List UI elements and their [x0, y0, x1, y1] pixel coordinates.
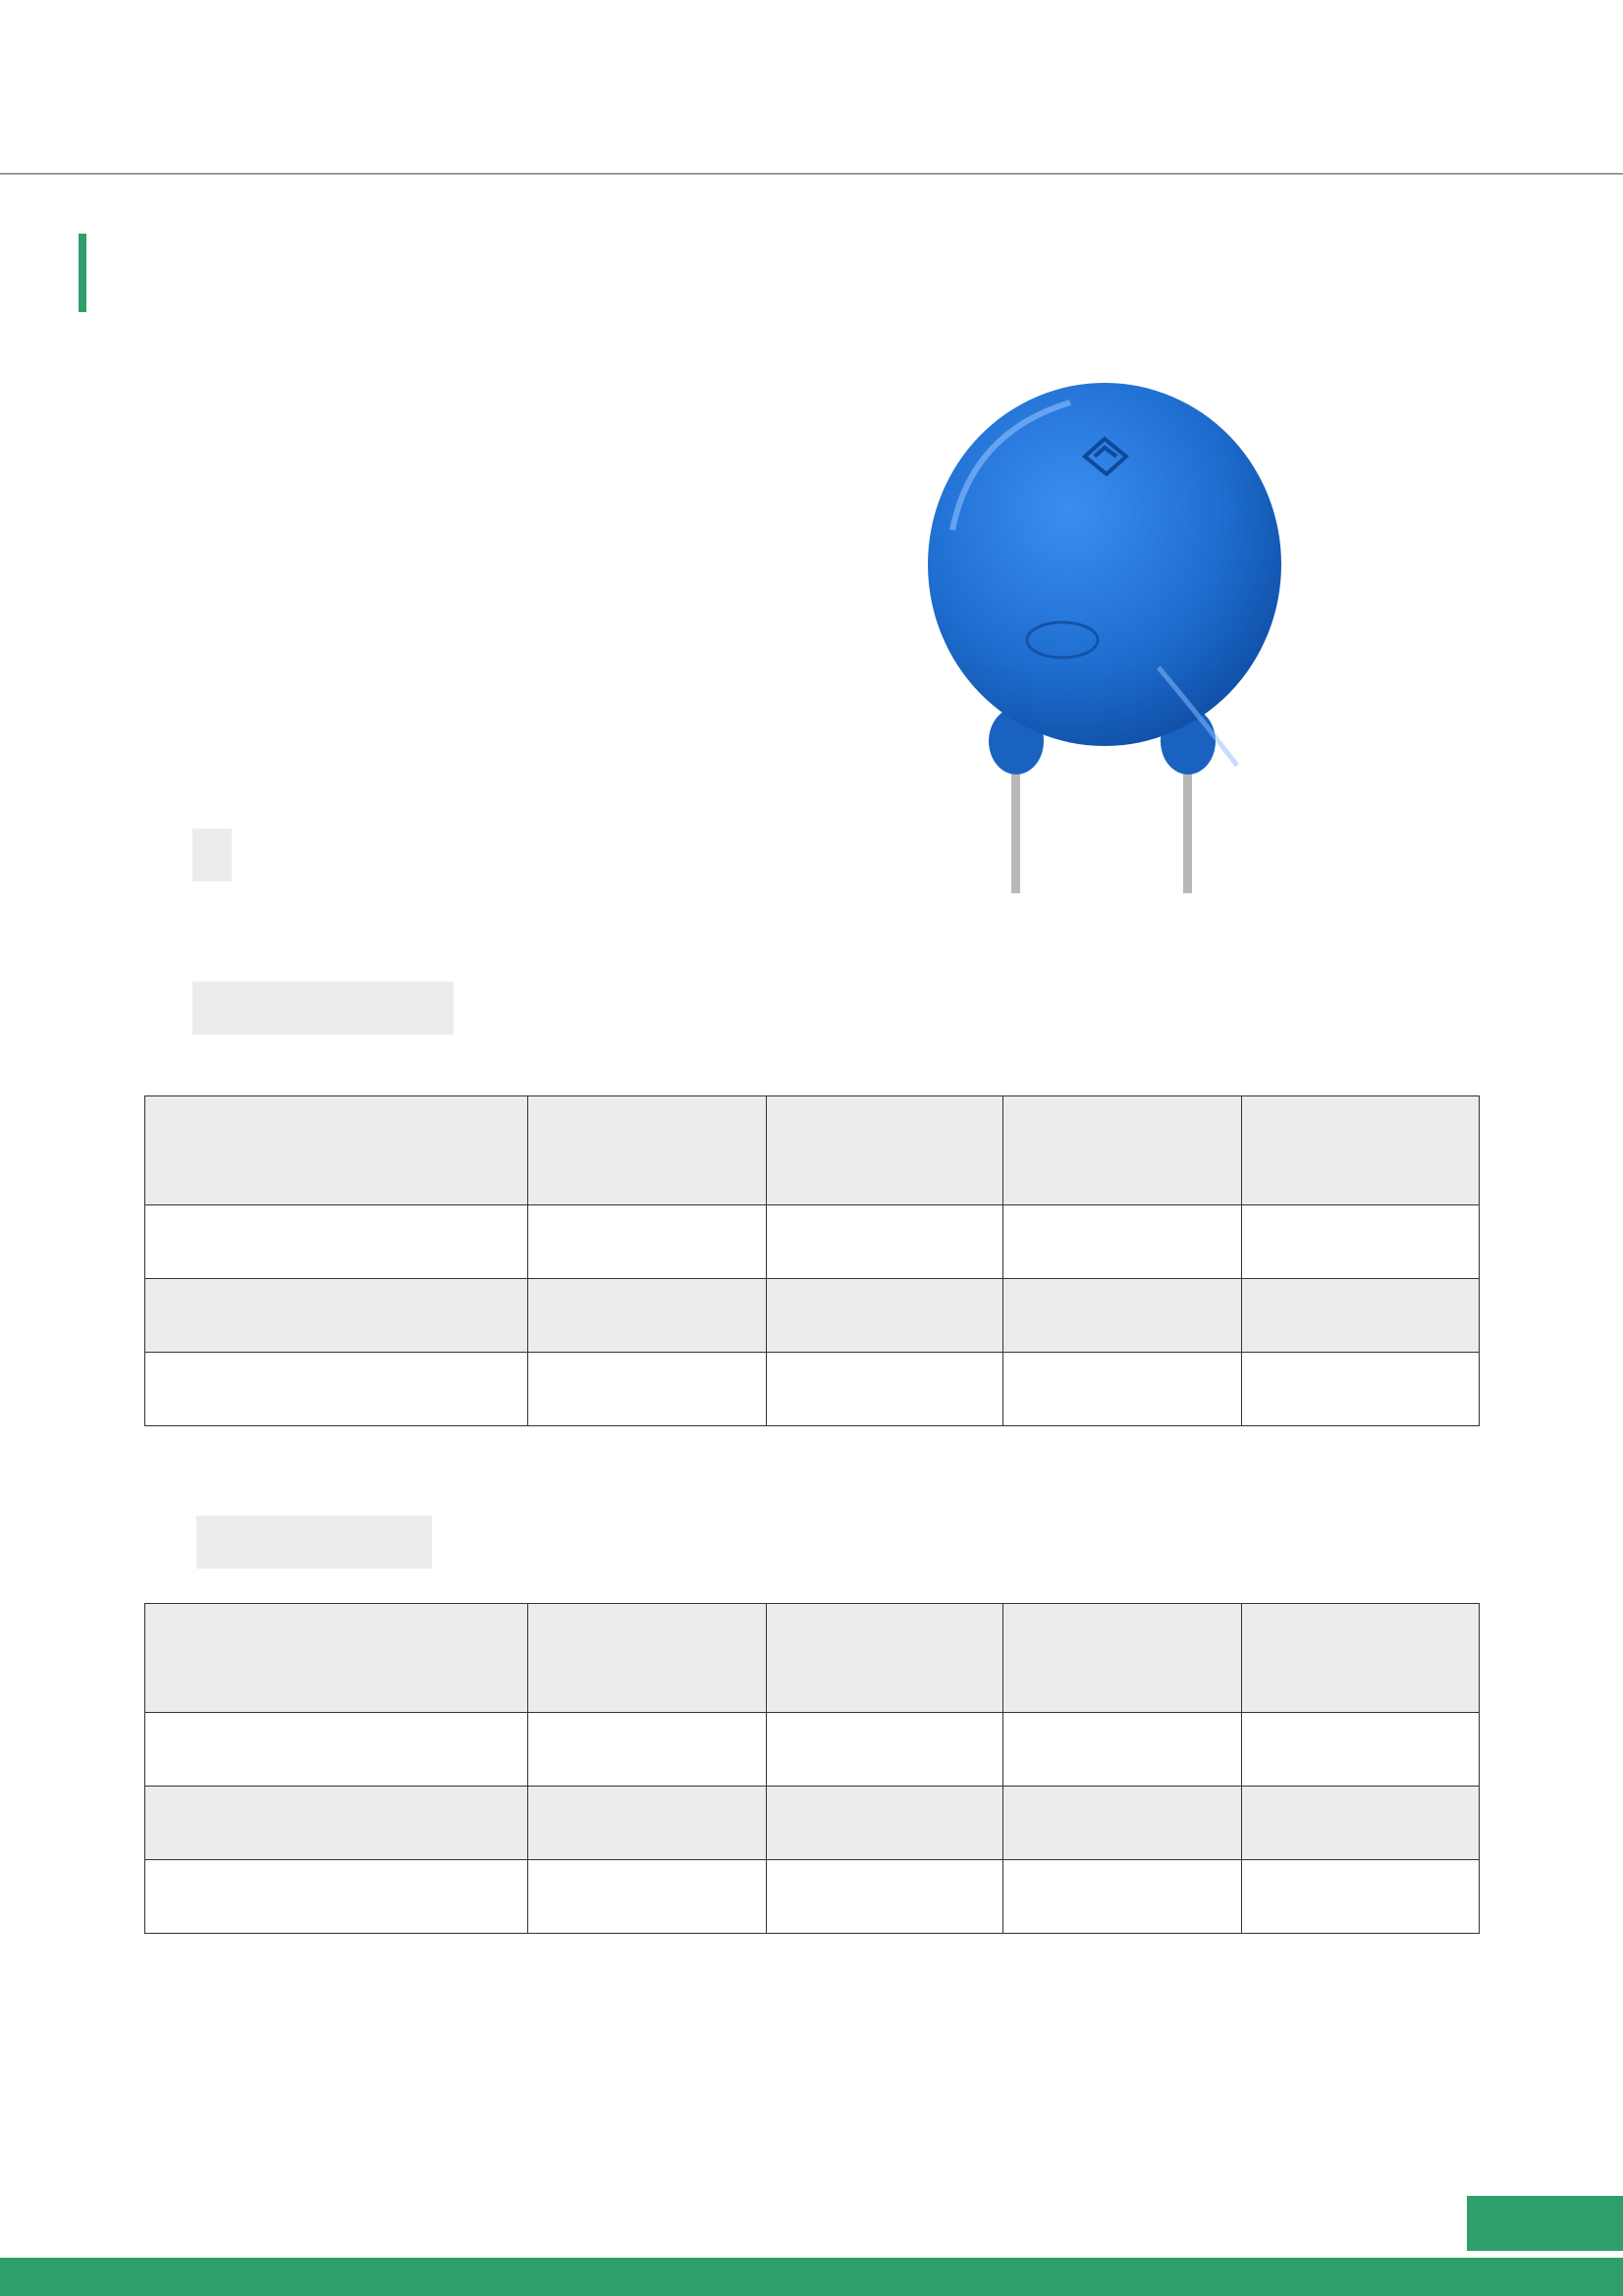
spec-table-1 — [144, 1095, 1480, 1426]
col-header-imax — [766, 1604, 1003, 1713]
table-row — [145, 1353, 1480, 1426]
col-header-spec — [145, 1604, 528, 1713]
table-cell — [145, 1279, 528, 1353]
table-cell — [1242, 1353, 1480, 1426]
table-cell — [145, 1860, 528, 1934]
table-cell — [766, 1205, 1003, 1279]
table-cell — [1242, 1860, 1480, 1934]
table-cell — [145, 1787, 528, 1860]
table-cell — [1242, 1787, 1480, 1860]
title-accent-bar — [79, 234, 86, 312]
table-cell — [1003, 1787, 1242, 1860]
page-number — [1467, 2196, 1623, 2251]
col-header-imax — [766, 1096, 1003, 1205]
spec-table-2 — [144, 1603, 1480, 1934]
col-header-size — [527, 1096, 766, 1205]
table-cell — [145, 1713, 528, 1787]
table-header-row — [145, 1096, 1480, 1205]
col-header-spec — [145, 1096, 528, 1205]
table-cell — [1242, 1279, 1480, 1353]
example2-value — [192, 982, 454, 1035]
table-cell — [527, 1860, 766, 1934]
table-cell — [527, 1353, 766, 1426]
table-header-row — [145, 1604, 1480, 1713]
table-cell — [1003, 1279, 1242, 1353]
example1-value — [192, 828, 232, 881]
table-row — [145, 1860, 1480, 1934]
header-divider — [0, 173, 1623, 175]
table-cell — [527, 1205, 766, 1279]
table-cell — [1003, 1353, 1242, 1426]
varistor-product-image — [913, 373, 1286, 893]
table-cell — [145, 1205, 528, 1279]
table-cell — [145, 1353, 528, 1426]
col-header-in — [1242, 1604, 1480, 1713]
size-scale-ruler — [1355, 363, 1551, 903]
table-row — [145, 1787, 1480, 1860]
table-cell — [1003, 1205, 1242, 1279]
col-header-size — [527, 1604, 766, 1713]
table-row — [145, 1205, 1480, 1279]
table-cell — [527, 1713, 766, 1787]
table-cell — [1242, 1713, 1480, 1787]
col-header-vn — [1003, 1604, 1242, 1713]
table-cell — [766, 1713, 1003, 1787]
table-row — [145, 1279, 1480, 1353]
example3-value — [196, 1516, 432, 1569]
table-cell — [766, 1860, 1003, 1934]
col-header-vn — [1003, 1096, 1242, 1205]
table-cell — [1242, 1205, 1480, 1279]
footer-bar — [0, 2258, 1623, 2296]
table-cell — [766, 1279, 1003, 1353]
table-cell — [527, 1279, 766, 1353]
table-cell — [766, 1787, 1003, 1860]
table-row — [145, 1713, 1480, 1787]
table-cell — [527, 1787, 766, 1860]
col-header-in — [1242, 1096, 1480, 1205]
table-cell — [1003, 1713, 1242, 1787]
table-cell — [766, 1353, 1003, 1426]
table-cell — [1003, 1860, 1242, 1934]
